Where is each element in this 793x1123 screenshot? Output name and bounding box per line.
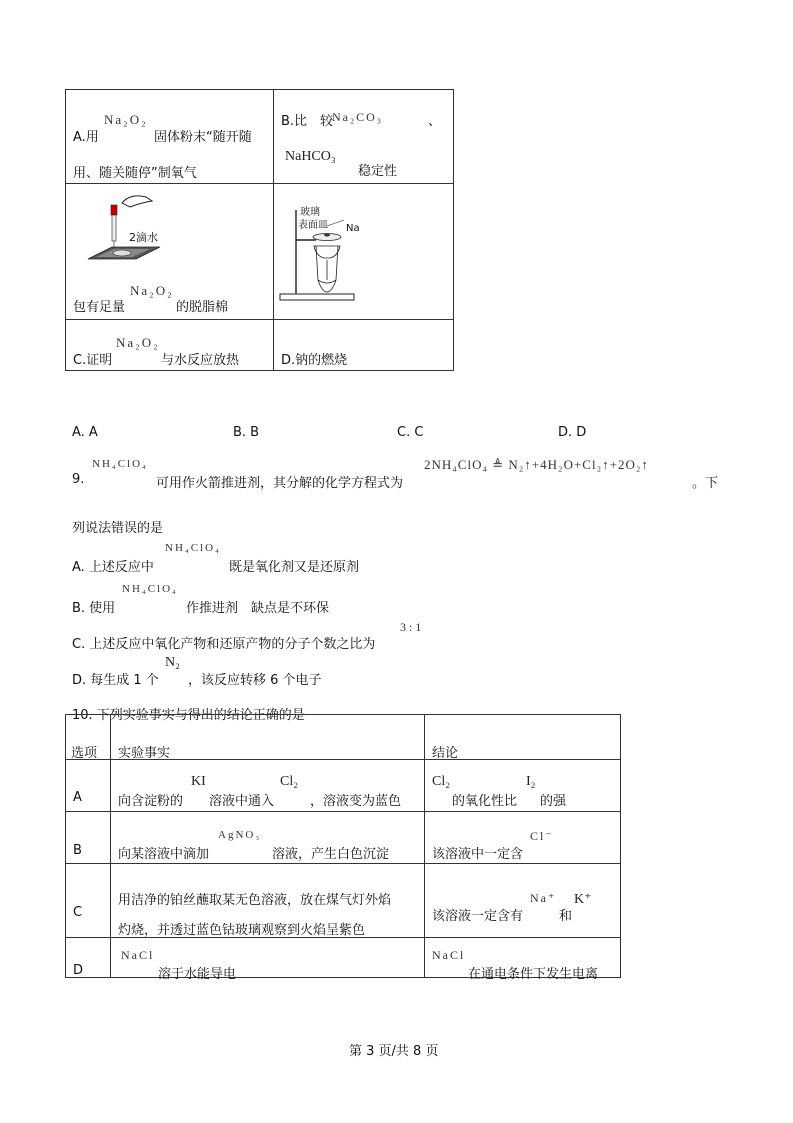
figure-d-label-na: Na bbox=[346, 223, 360, 234]
row-c-concl-formula-1: Na⁺ bbox=[530, 891, 557, 905]
row-a-conclusion: 的氧化性比 bbox=[452, 794, 518, 809]
q9-option-d-formula: N₂ bbox=[165, 655, 180, 670]
figure-d-label-glass: 玻璃 bbox=[300, 207, 320, 218]
sodium-combustion-figure bbox=[278, 190, 368, 305]
row-a-concl-formula-2: I₂ bbox=[526, 774, 536, 789]
option-a-formula: Na₂O₂ bbox=[104, 112, 148, 127]
q9-option-b-formula: NH₄ClO₄ bbox=[122, 583, 178, 595]
q9-number: 9. bbox=[72, 472, 85, 487]
option-b-formula-2: NaHCO₃ bbox=[285, 149, 336, 164]
option-c-cotton-prefix: 包有足量 bbox=[73, 300, 126, 315]
q8-choice-b[interactable]: B. B bbox=[233, 425, 260, 440]
table-divider bbox=[66, 183, 453, 184]
row-c-concl-formula-2: K⁺ bbox=[574, 892, 592, 907]
table-header-fact: 实验事实 bbox=[118, 746, 171, 761]
option-a-text-line2: 用、随关随停”制氧气 bbox=[73, 166, 197, 181]
row-d-concl-formula: NaCl bbox=[432, 948, 466, 962]
q9-stem: 可用作火箭推进剂，其分解的化学方程式为 bbox=[156, 476, 404, 491]
table-divider bbox=[66, 811, 620, 812]
row-c-fact-line2: 灼烧，并透过蓝色钴玻璃观察到火焰呈紫色 bbox=[118, 923, 366, 938]
option-b-text: 稳定性 bbox=[358, 164, 398, 179]
row-b-concl-formula: Cl⁻ bbox=[530, 829, 554, 843]
row-c-fact-line1: 用洁净的铂丝蘸取某无色溶液，放在煤气灯外焰 bbox=[118, 893, 392, 908]
row-b-conclusion: 该溶液中一定含 bbox=[432, 847, 524, 862]
figure-d-label-dish: 表面皿 bbox=[298, 220, 328, 231]
option-c-cotton-formula: Na₂O₂ bbox=[130, 283, 174, 298]
row-d-fact: 溶于水能导电 bbox=[158, 967, 237, 982]
row-a-option[interactable]: A bbox=[73, 790, 82, 805]
row-b-fact: 向某溶液中滴加 bbox=[118, 847, 210, 862]
page-footer: 第 3 页/共 8 页 bbox=[349, 1044, 439, 1059]
row-b-fact-2: 溶液，产生白色沉淀 bbox=[272, 847, 390, 862]
q9-option-a[interactable]: A. 上述反应中 bbox=[72, 560, 154, 575]
option-a-prefix: A.用 bbox=[73, 130, 99, 145]
q9-formula: NH₄ClO₄ bbox=[92, 458, 148, 470]
row-c-conclusion-2: 和 bbox=[559, 909, 573, 924]
q9-option-d[interactable]: D. 每生成 1 个 bbox=[72, 673, 159, 688]
option-b-separator: 、 bbox=[428, 114, 442, 129]
q9-option-c-ratio: 3 : 1 bbox=[400, 620, 422, 634]
q9-option-b[interactable]: B. 使用 bbox=[72, 601, 116, 616]
option-b-formula-1: Na₂CO₃ bbox=[332, 110, 384, 124]
q9-stem-line2: 列说法错误的是 bbox=[72, 521, 164, 536]
row-a-conclusion-2: 的强 bbox=[540, 794, 567, 809]
option-c-formula: Na₂O₂ bbox=[116, 335, 160, 350]
table-divider bbox=[66, 319, 453, 320]
q8-choice-a[interactable]: A. A bbox=[72, 425, 98, 440]
row-a-fact-formula-1: KI bbox=[191, 774, 206, 789]
table-divider bbox=[66, 863, 620, 864]
option-a-text: 固体粉末“随开随 bbox=[154, 130, 252, 145]
option-d-text: D.钠的燃烧 bbox=[281, 353, 348, 368]
q9-equation: 2NH₄ClO₄ ≜ N₂↑+4H₂O+Cl₂↑+2O₂↑ bbox=[424, 457, 649, 472]
q9-option-a-text: 既是氧化剂又是还原剂 bbox=[229, 560, 360, 575]
q8-options-table bbox=[65, 89, 454, 371]
option-c-cotton-suffix: 的脱脂棉 bbox=[176, 300, 229, 315]
option-c-prefix: C.证明 bbox=[73, 353, 113, 368]
row-d-fact-formula: NaCl bbox=[121, 948, 155, 962]
q8-choice-d[interactable]: D. D bbox=[558, 425, 587, 440]
row-a-fact-3: ，溶液变为蓝色 bbox=[310, 794, 402, 809]
row-a-fact: 向含淀粉的 bbox=[118, 794, 184, 809]
figure-c-label: 2滴水 bbox=[129, 231, 158, 244]
row-c-conclusion: 该溶液一定含有 bbox=[432, 909, 524, 924]
row-a-concl-formula-1: Cl₂ bbox=[432, 774, 451, 789]
row-d-conclusion: 在通电条件下发生电离 bbox=[468, 967, 599, 982]
row-a-fact-2: 溶液中通入 bbox=[209, 794, 275, 809]
option-c-text: 与水反应放热 bbox=[161, 353, 240, 368]
table-header-conclusion: 结论 bbox=[432, 746, 459, 761]
row-d-option[interactable]: D bbox=[73, 963, 84, 978]
q9-option-d-text: ，该反应转移 6 个电子 bbox=[188, 673, 322, 688]
row-b-option[interactable]: B bbox=[73, 843, 82, 858]
table-header-option: 选项 bbox=[71, 746, 98, 761]
q9-option-a-formula: NH₄ClO₄ bbox=[165, 542, 221, 554]
q10-title: 10. 下列实验事实与得出的结论正确的是 bbox=[72, 708, 305, 723]
row-b-fact-formula: AgNO₃ bbox=[218, 829, 262, 841]
row-c-option[interactable]: C bbox=[73, 905, 83, 920]
option-b-prefix: B.比 较 bbox=[281, 114, 334, 129]
row-a-fact-formula-2: Cl₂ bbox=[280, 774, 299, 789]
q10-table bbox=[65, 714, 621, 982]
q9-option-b-text: 作推进剂 缺点是不环保 bbox=[186, 601, 330, 616]
q9-stem-end: 。下 bbox=[692, 476, 719, 491]
q8-choice-c[interactable]: C. C bbox=[397, 425, 424, 440]
q9-option-c[interactable]: C. 上述反应中氧化产物和还原产物的分子个数之比为 bbox=[72, 637, 376, 652]
table-divider bbox=[273, 90, 274, 370]
